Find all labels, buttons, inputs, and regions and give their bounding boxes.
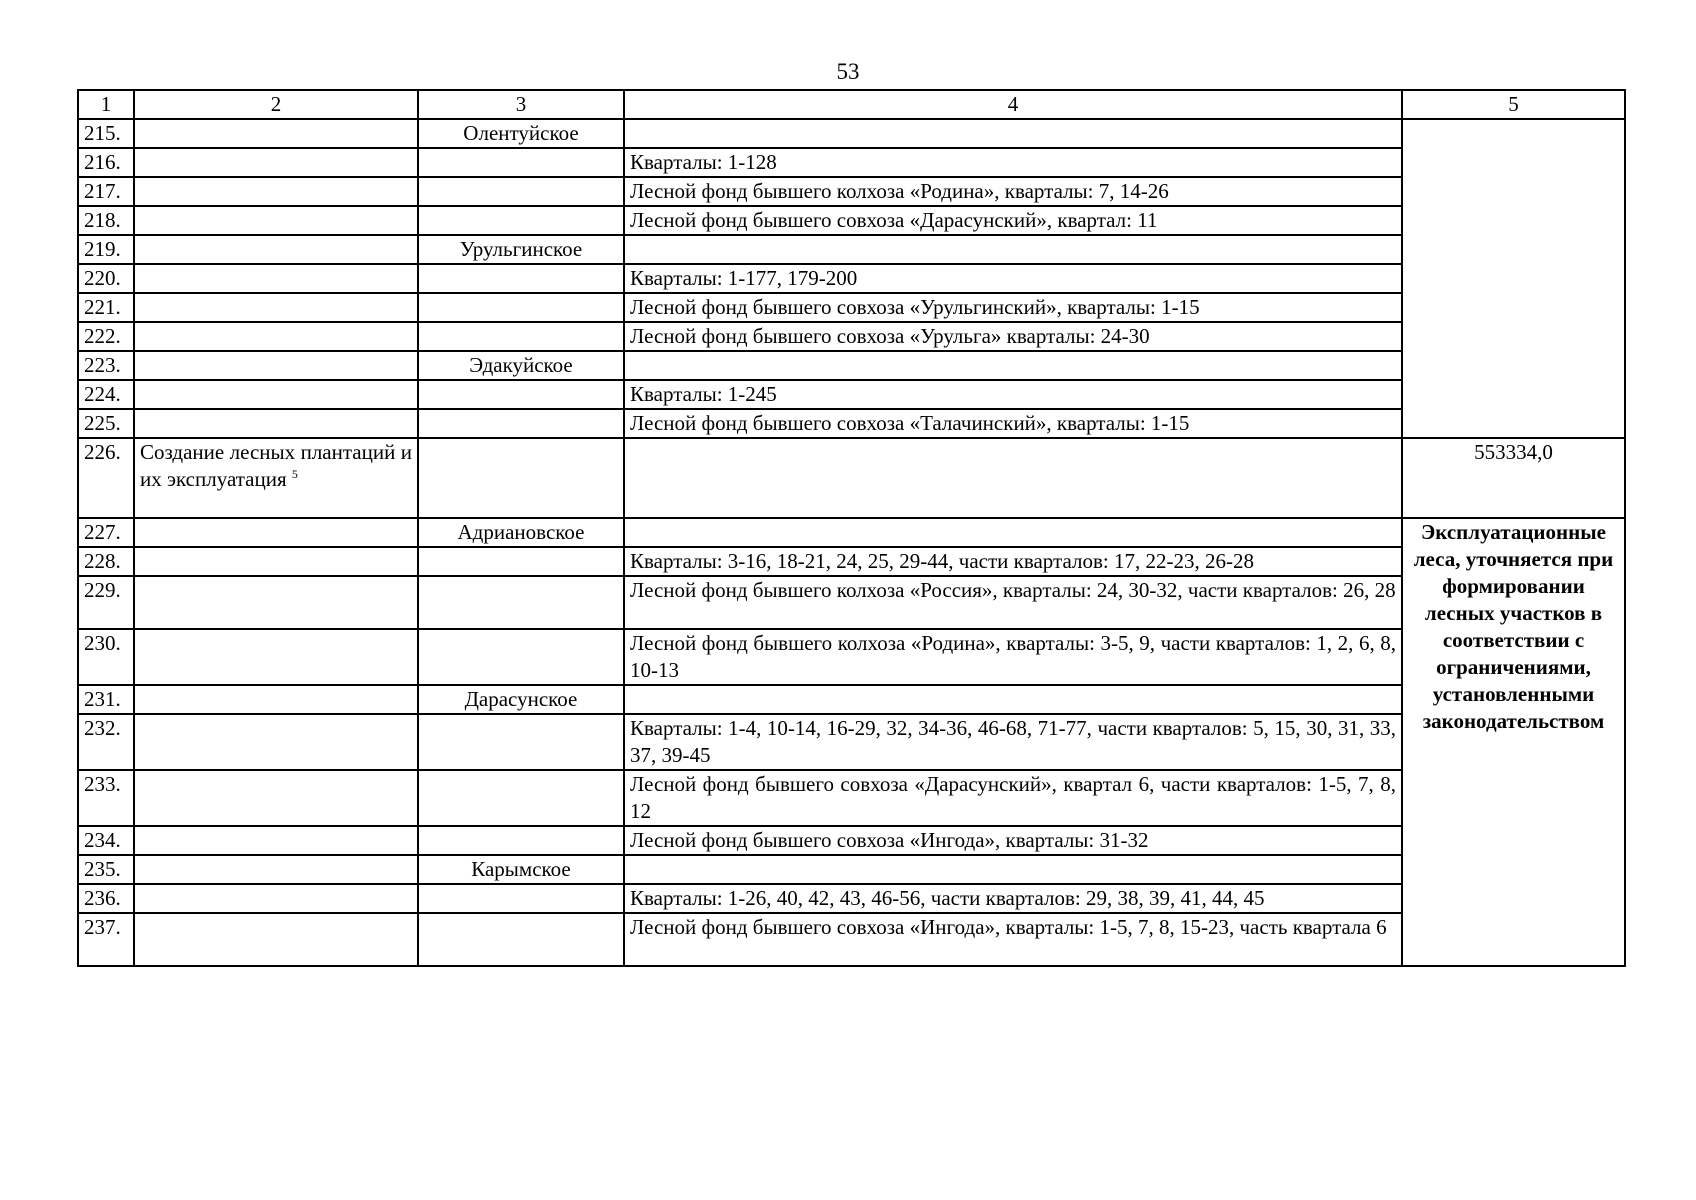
row-number: 234. (78, 826, 134, 855)
activity-cell (134, 576, 418, 629)
table-row (78, 177, 1625, 206)
forestry-district-cell (418, 177, 624, 206)
activity-cell (134, 264, 418, 293)
quarters-cell: Лесной фонд бывшего совхоза «Талачинский», кварталы: 1-15 (624, 409, 1402, 438)
row-number: 224. (78, 380, 134, 409)
forestry-district-cell: Олентуйское (418, 119, 624, 148)
activity-cell (134, 206, 418, 235)
table-row (78, 913, 1625, 966)
quarters-cell: Кварталы: 1-177, 179-200 (624, 264, 1402, 293)
table-row (78, 264, 1625, 293)
activity-cell (134, 409, 418, 438)
table-row (78, 322, 1625, 351)
activity-cell (134, 770, 418, 826)
row-number: 222. (78, 322, 134, 351)
quarters-cell: Кварталы: 3-16, 18-21, 24, 25, 29-44, части кварталов: 17, 22-23, 26-28 (624, 547, 1402, 576)
table-row (78, 438, 1625, 518)
table-row (78, 119, 1625, 148)
quarters-cell (624, 518, 1402, 547)
quarters-cell: Лесной фонд бывшего совхоза «Урульга» кварталы: 24-30 (624, 322, 1402, 351)
quarters-cell: Лесной фонд бывшего совхоза «Дарасунский», квартал 6, части кварталов: 1-5, 7, 8, 12 (624, 770, 1402, 826)
quarters-cell (624, 119, 1402, 148)
header-col-5: 5 (1402, 90, 1625, 119)
table-row (78, 148, 1625, 177)
forestry-district-cell: Урульгинское (418, 235, 624, 264)
quarters-cell: Лесной фонд бывшего совхоза «Дарасунский», квартал: 11 (624, 206, 1402, 235)
row-number: 223. (78, 351, 134, 380)
forestry-district-cell (418, 380, 624, 409)
table-row (78, 409, 1625, 438)
quarters-cell (624, 438, 1402, 518)
activity-cell (134, 293, 418, 322)
header-col-4: 4 (624, 90, 1402, 119)
forestry-district-cell (418, 547, 624, 576)
quarters-cell: Кварталы: 1-4, 10-14, 16-29, 32, 34-36, 46-68, 71-77, части кварталов: 5, 15, 30, 31, 33, 37, 39-45 (624, 714, 1402, 770)
row-number: 218. (78, 206, 134, 235)
activity-cell (134, 235, 418, 264)
row-number: 233. (78, 770, 134, 826)
activity-cell (134, 119, 418, 148)
quarters-cell: Лесной фонд бывшего колхоза «Родина», кварталы: 7, 14-26 (624, 177, 1402, 206)
table-row (78, 235, 1625, 264)
quarters-cell: Кварталы: 1-128 (624, 148, 1402, 177)
activity-cell (134, 714, 418, 770)
row-number: 216. (78, 148, 134, 177)
activity-cell (134, 438, 418, 518)
row-number: 217. (78, 177, 134, 206)
forestry-district-cell: Адриановское (418, 518, 624, 547)
forestry-district-cell (418, 826, 624, 855)
table-row (78, 547, 1625, 576)
quarters-cell: Лесной фонд бывшего совхоза «Урульгинский», кварталы: 1-15 (624, 293, 1402, 322)
table-row (78, 206, 1625, 235)
activity-cell (134, 518, 418, 547)
forestry-district-cell: Карымское (418, 855, 624, 884)
forestry-district-cell (418, 884, 624, 913)
row-number: 227. (78, 518, 134, 547)
area-cell-block1 (1402, 119, 1625, 438)
row-number: 225. (78, 409, 134, 438)
quarters-cell: Лесной фонд бывшего совхоза «Ингода», кварталы: 1-5, 7, 8, 15-23, часть квартала 6 (624, 913, 1402, 966)
row-number: 221. (78, 293, 134, 322)
table-row (78, 884, 1625, 913)
quarters-cell (624, 351, 1402, 380)
header-col-3: 3 (418, 90, 624, 119)
forestry-district-cell: Эдакуйское (418, 351, 624, 380)
activity-cell (134, 884, 418, 913)
header-col-1: 1 (78, 90, 134, 119)
activity-cell (134, 177, 418, 206)
table-row (78, 293, 1625, 322)
forest-category-cell: Эксплуатационные леса, уточняется при формировании лесных участков в соответствии с ограничениями, установленными законодательством (1402, 518, 1625, 966)
activity-cell (134, 855, 418, 884)
quarters-cell (624, 855, 1402, 884)
forestry-district-cell (418, 206, 624, 235)
row-number: 231. (78, 685, 134, 714)
row-number: 236. (78, 884, 134, 913)
forestry-district-cell (418, 770, 624, 826)
activity-cell (134, 322, 418, 351)
forestry-district-cell (418, 438, 624, 518)
activity-cell (134, 826, 418, 855)
table-row (78, 855, 1625, 884)
forestry-district-cell: Дарасунское (418, 685, 624, 714)
quarters-cell (624, 235, 1402, 264)
forest-use-table (77, 89, 1626, 967)
row-number: 235. (78, 855, 134, 884)
activity-cell (134, 148, 418, 177)
quarters-cell (624, 685, 1402, 714)
forestry-district-cell (418, 148, 624, 177)
quarters-cell: Лесной фонд бывшего колхоза «Родина», кварталы: 3-5, 9, части кварталов: 1, 2, 6, 8, 10-13 (624, 629, 1402, 685)
table-row (78, 826, 1625, 855)
forestry-district-cell (418, 264, 624, 293)
quarters-cell: Кварталы: 1-26, 40, 42, 43, 46-56, части кварталов: 29, 38, 39, 41, 44, 45 (624, 884, 1402, 913)
quarters-cell: Лесной фонд бывшего совхоза «Ингода», кварталы: 31-32 (624, 826, 1402, 855)
activity-cell (134, 913, 418, 966)
table-row (78, 685, 1625, 714)
row-number: 232. (78, 714, 134, 770)
activity-cell (134, 629, 418, 685)
forestry-district-cell (418, 913, 624, 966)
table-row (78, 518, 1625, 547)
page-number: 53 (836, 59, 860, 84)
forestry-district-cell (418, 293, 624, 322)
row-number: 229. (78, 576, 134, 629)
forestry-district-cell (418, 714, 624, 770)
activity-cell (134, 380, 418, 409)
activity-cell (134, 547, 418, 576)
footnote-marker: 5 (291, 467, 298, 481)
quarters-cell: Кварталы: 1-245 (624, 380, 1402, 409)
table-row (78, 380, 1625, 409)
row-number: 215. (78, 119, 134, 148)
row-number: 237. (78, 913, 134, 966)
table-row (78, 770, 1625, 826)
header-col-2: 2 (134, 90, 418, 119)
row-number: 219. (78, 235, 134, 264)
row-number: 226. (78, 438, 134, 518)
forestry-district-cell (418, 322, 624, 351)
forestry-district-cell (418, 409, 624, 438)
activity-text: Создание лесных плантаций и их эксплуатация (140, 440, 412, 491)
table-header-row (78, 90, 1625, 119)
quarters-cell: Лесной фонд бывшего колхоза «Россия», кварталы: 24, 30-32, части кварталов: 26, 28 (624, 576, 1402, 629)
forestry-district-cell (418, 576, 624, 629)
table-row (78, 714, 1625, 770)
area-value-cell: 553334,0 (1402, 438, 1625, 518)
table-row (78, 351, 1625, 380)
row-number: 228. (78, 547, 134, 576)
row-number: 230. (78, 629, 134, 685)
table-row (78, 629, 1625, 685)
row-number: 220. (78, 264, 134, 293)
activity-cell (134, 685, 418, 714)
table-row (78, 576, 1625, 629)
forestry-district-cell (418, 629, 624, 685)
activity-cell (134, 351, 418, 380)
